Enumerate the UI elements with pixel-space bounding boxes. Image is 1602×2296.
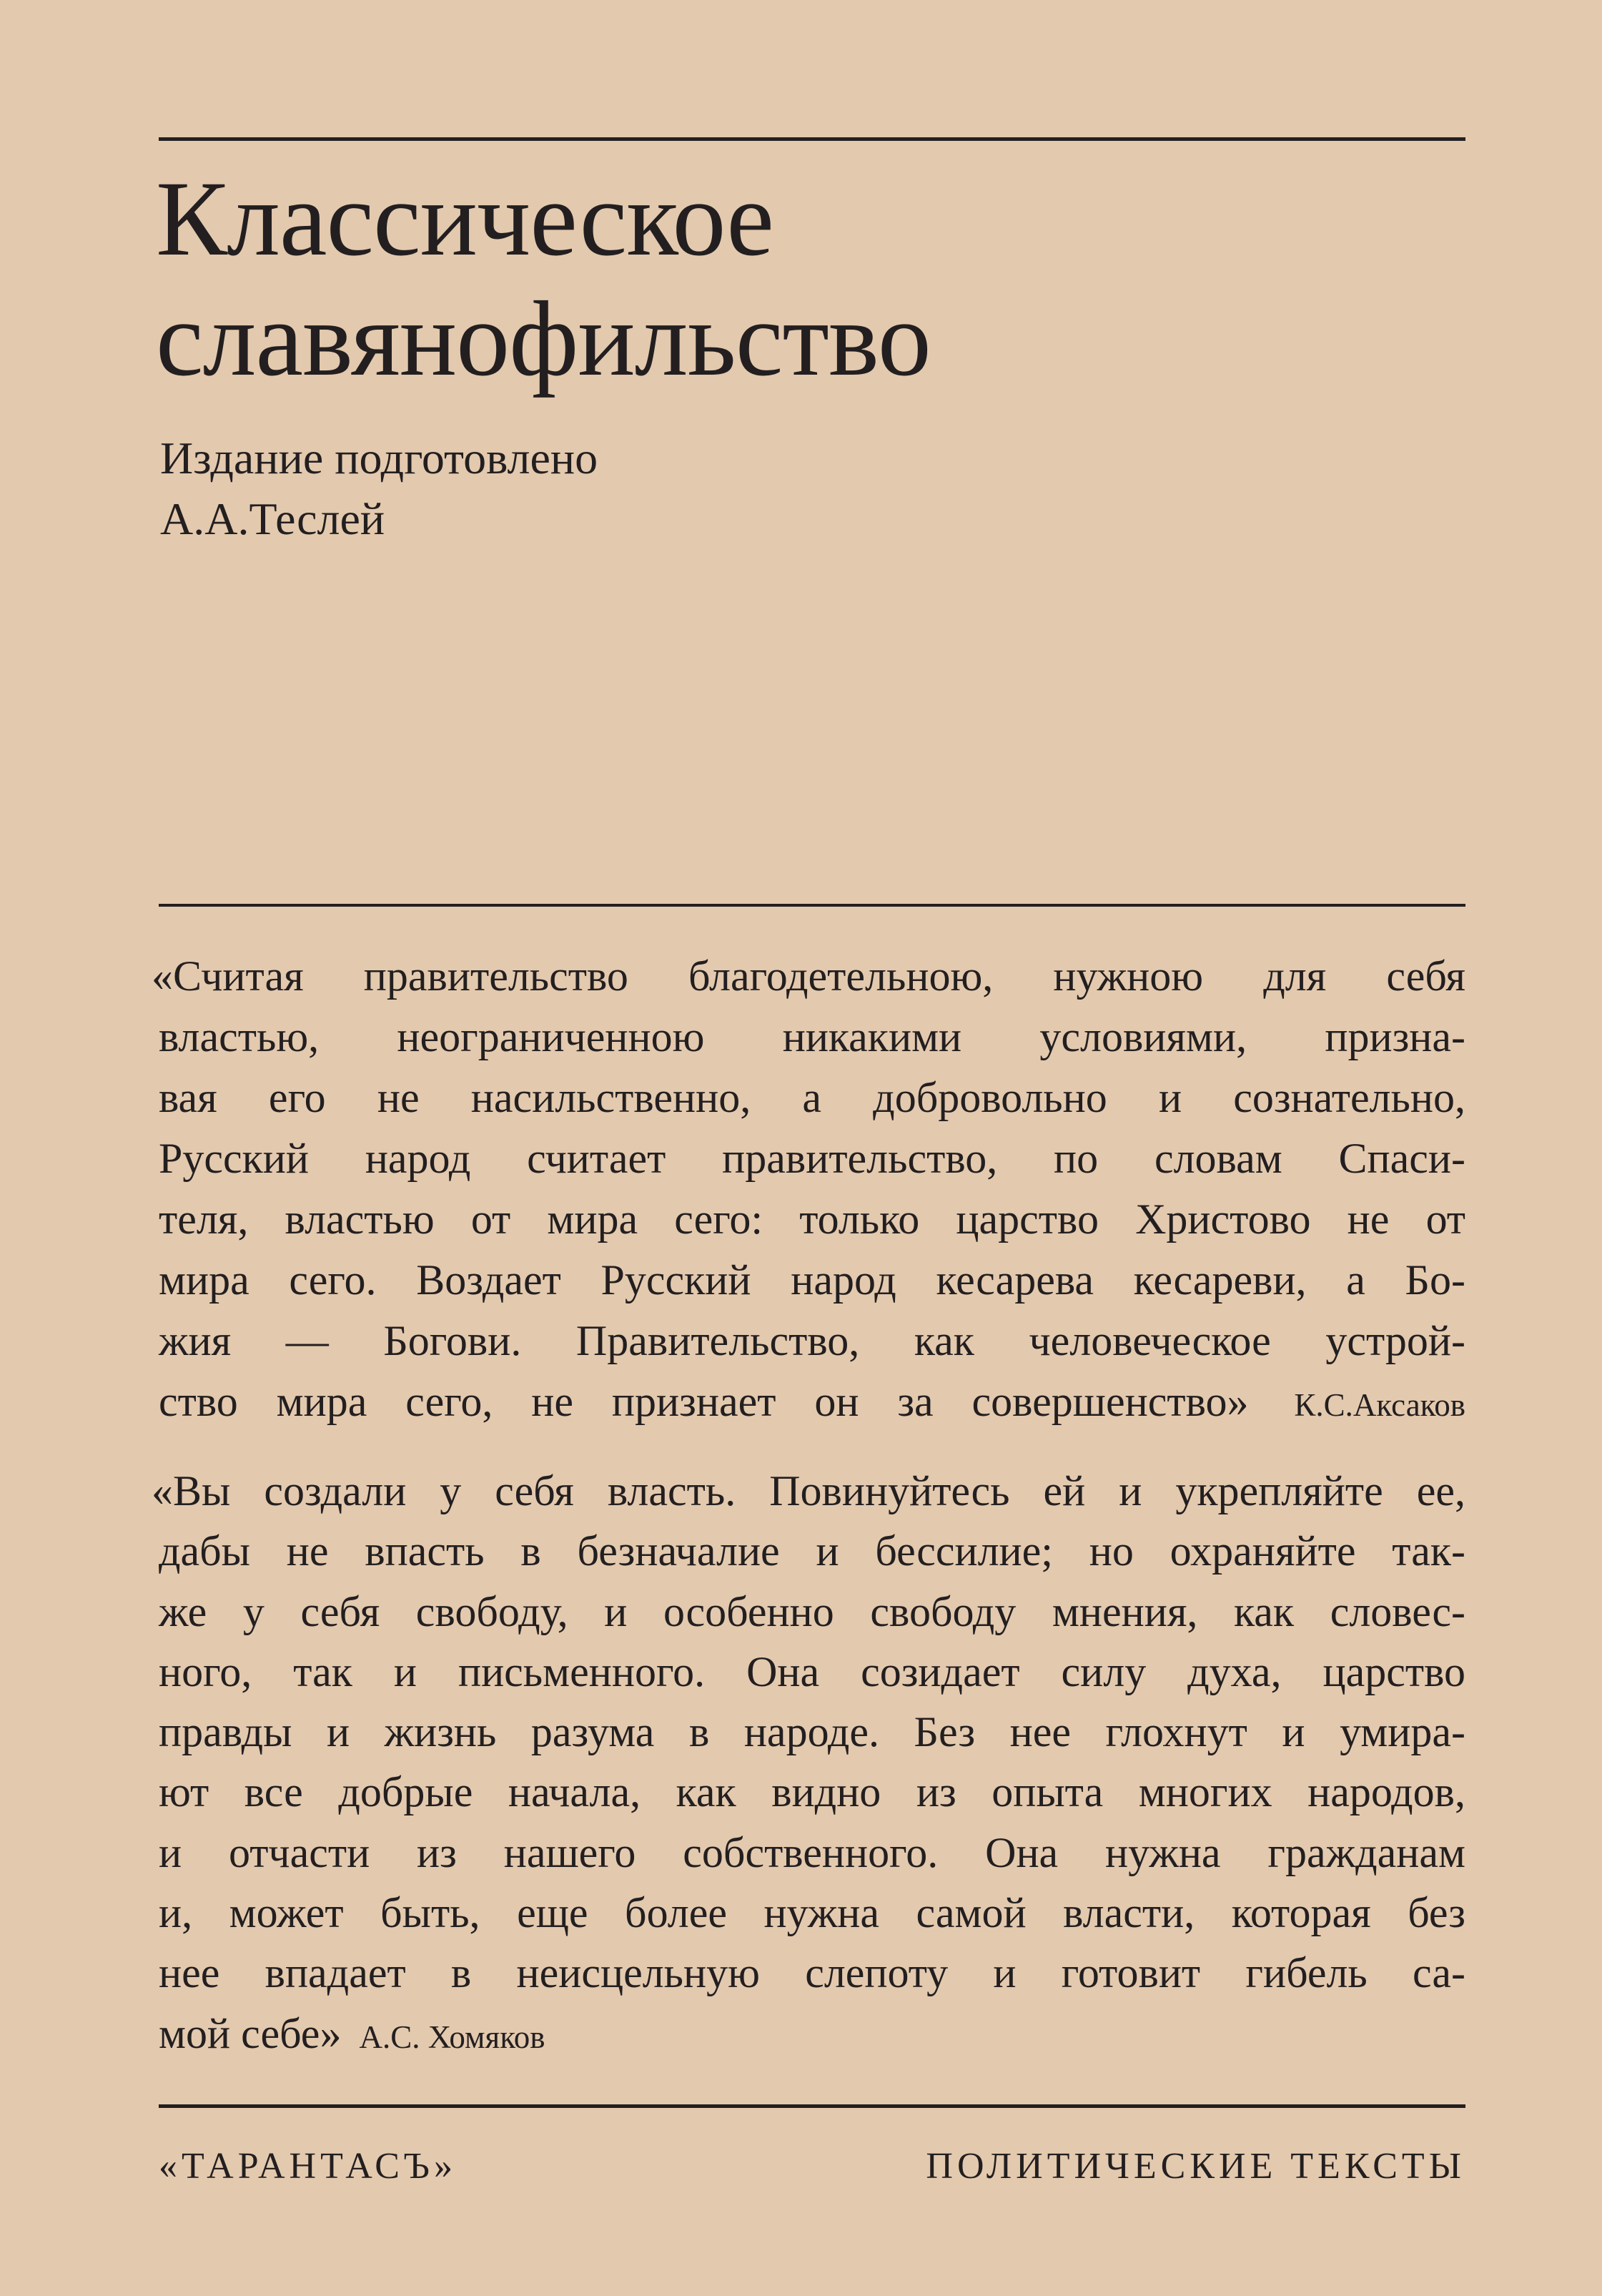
quote-line: «Вы создали у себя власть. Повинуйтесь ей и укрепляйте ее,: [152, 1467, 1465, 1514]
quote-aksakov: [152, 946, 1465, 1432]
quote-last-line: [159, 1371, 1465, 1432]
quote-line: и, может быть, еще более нужна самой власти, которая без: [159, 1889, 1465, 1937]
credit-line-2: А.А.Теслей: [160, 493, 385, 544]
quote-line: теля, властью от мира сего: только царство Христово не от: [159, 1196, 1465, 1243]
quote-line: ного, так и письменного. Она созидает силу духа, царство: [159, 1647, 1465, 1695]
quote-line: Русский народ считает правительство, по словам Спаси-: [159, 1135, 1465, 1182]
title-line-2: славянофильство: [156, 280, 931, 398]
quote-khomyakov: [152, 1461, 1465, 2064]
quote-line-text: ство мира сего, не признает он за совершенство»: [159, 1378, 1249, 1425]
quote-line: правды и жизнь разума в народе. Без нее глохнут и умира-: [159, 1708, 1465, 1756]
quote-line: мира сего. Воздает Русский народ кесарева кесареви, а Бо-: [159, 1256, 1465, 1304]
quote-line: ют все добрые начала, как видно из опыта многих народов,: [159, 1768, 1465, 1816]
top-rule: [159, 137, 1465, 141]
book-title: [156, 159, 1371, 399]
quote-author: А.С. Хомяков: [359, 2019, 545, 2055]
quote-line-text: мой себе»: [159, 2009, 342, 2057]
quote-line: властью, неограниченною никакими условиями, призна-: [159, 1013, 1465, 1060]
series-name: ПОЛИТИЧЕСКИЕ ТЕКСТЫ: [926, 2146, 1465, 2187]
quote-line: нее впадает в неисцельную слепоту и готовит гибель са-: [159, 1949, 1465, 1997]
quote-line: дабы не впасть в безначалие и бессилие; но охраняйте так-: [159, 1527, 1465, 1575]
quote-author: К.С.Аксаков: [1294, 1387, 1465, 1423]
middle-rule: [159, 904, 1465, 907]
quote-line: же у себя свободу, и особенно свободу мнения, как словес-: [159, 1587, 1465, 1635]
credit-line-1: Издание подготовлено: [160, 433, 598, 483]
quote-line: и отчасти из нашего собственного. Она нужна гражданам: [159, 1828, 1465, 1876]
editor-credit: [160, 428, 598, 549]
title-line-1: Классическое: [156, 159, 773, 278]
quote-last-line: [159, 2004, 1465, 2064]
quote-line: вая его не насильственно, а добровольно и сознательно,: [159, 1074, 1465, 1121]
quote-line: жия — Богови. Правительство, как человеческое устрой-: [159, 1317, 1465, 1364]
bottom-rule: [159, 2104, 1465, 2108]
quote-line: «Считая правительство благодетельною, нужною для себя: [152, 952, 1465, 1000]
publisher-name: «ТАРАНТАСЪ»: [159, 2146, 457, 2187]
